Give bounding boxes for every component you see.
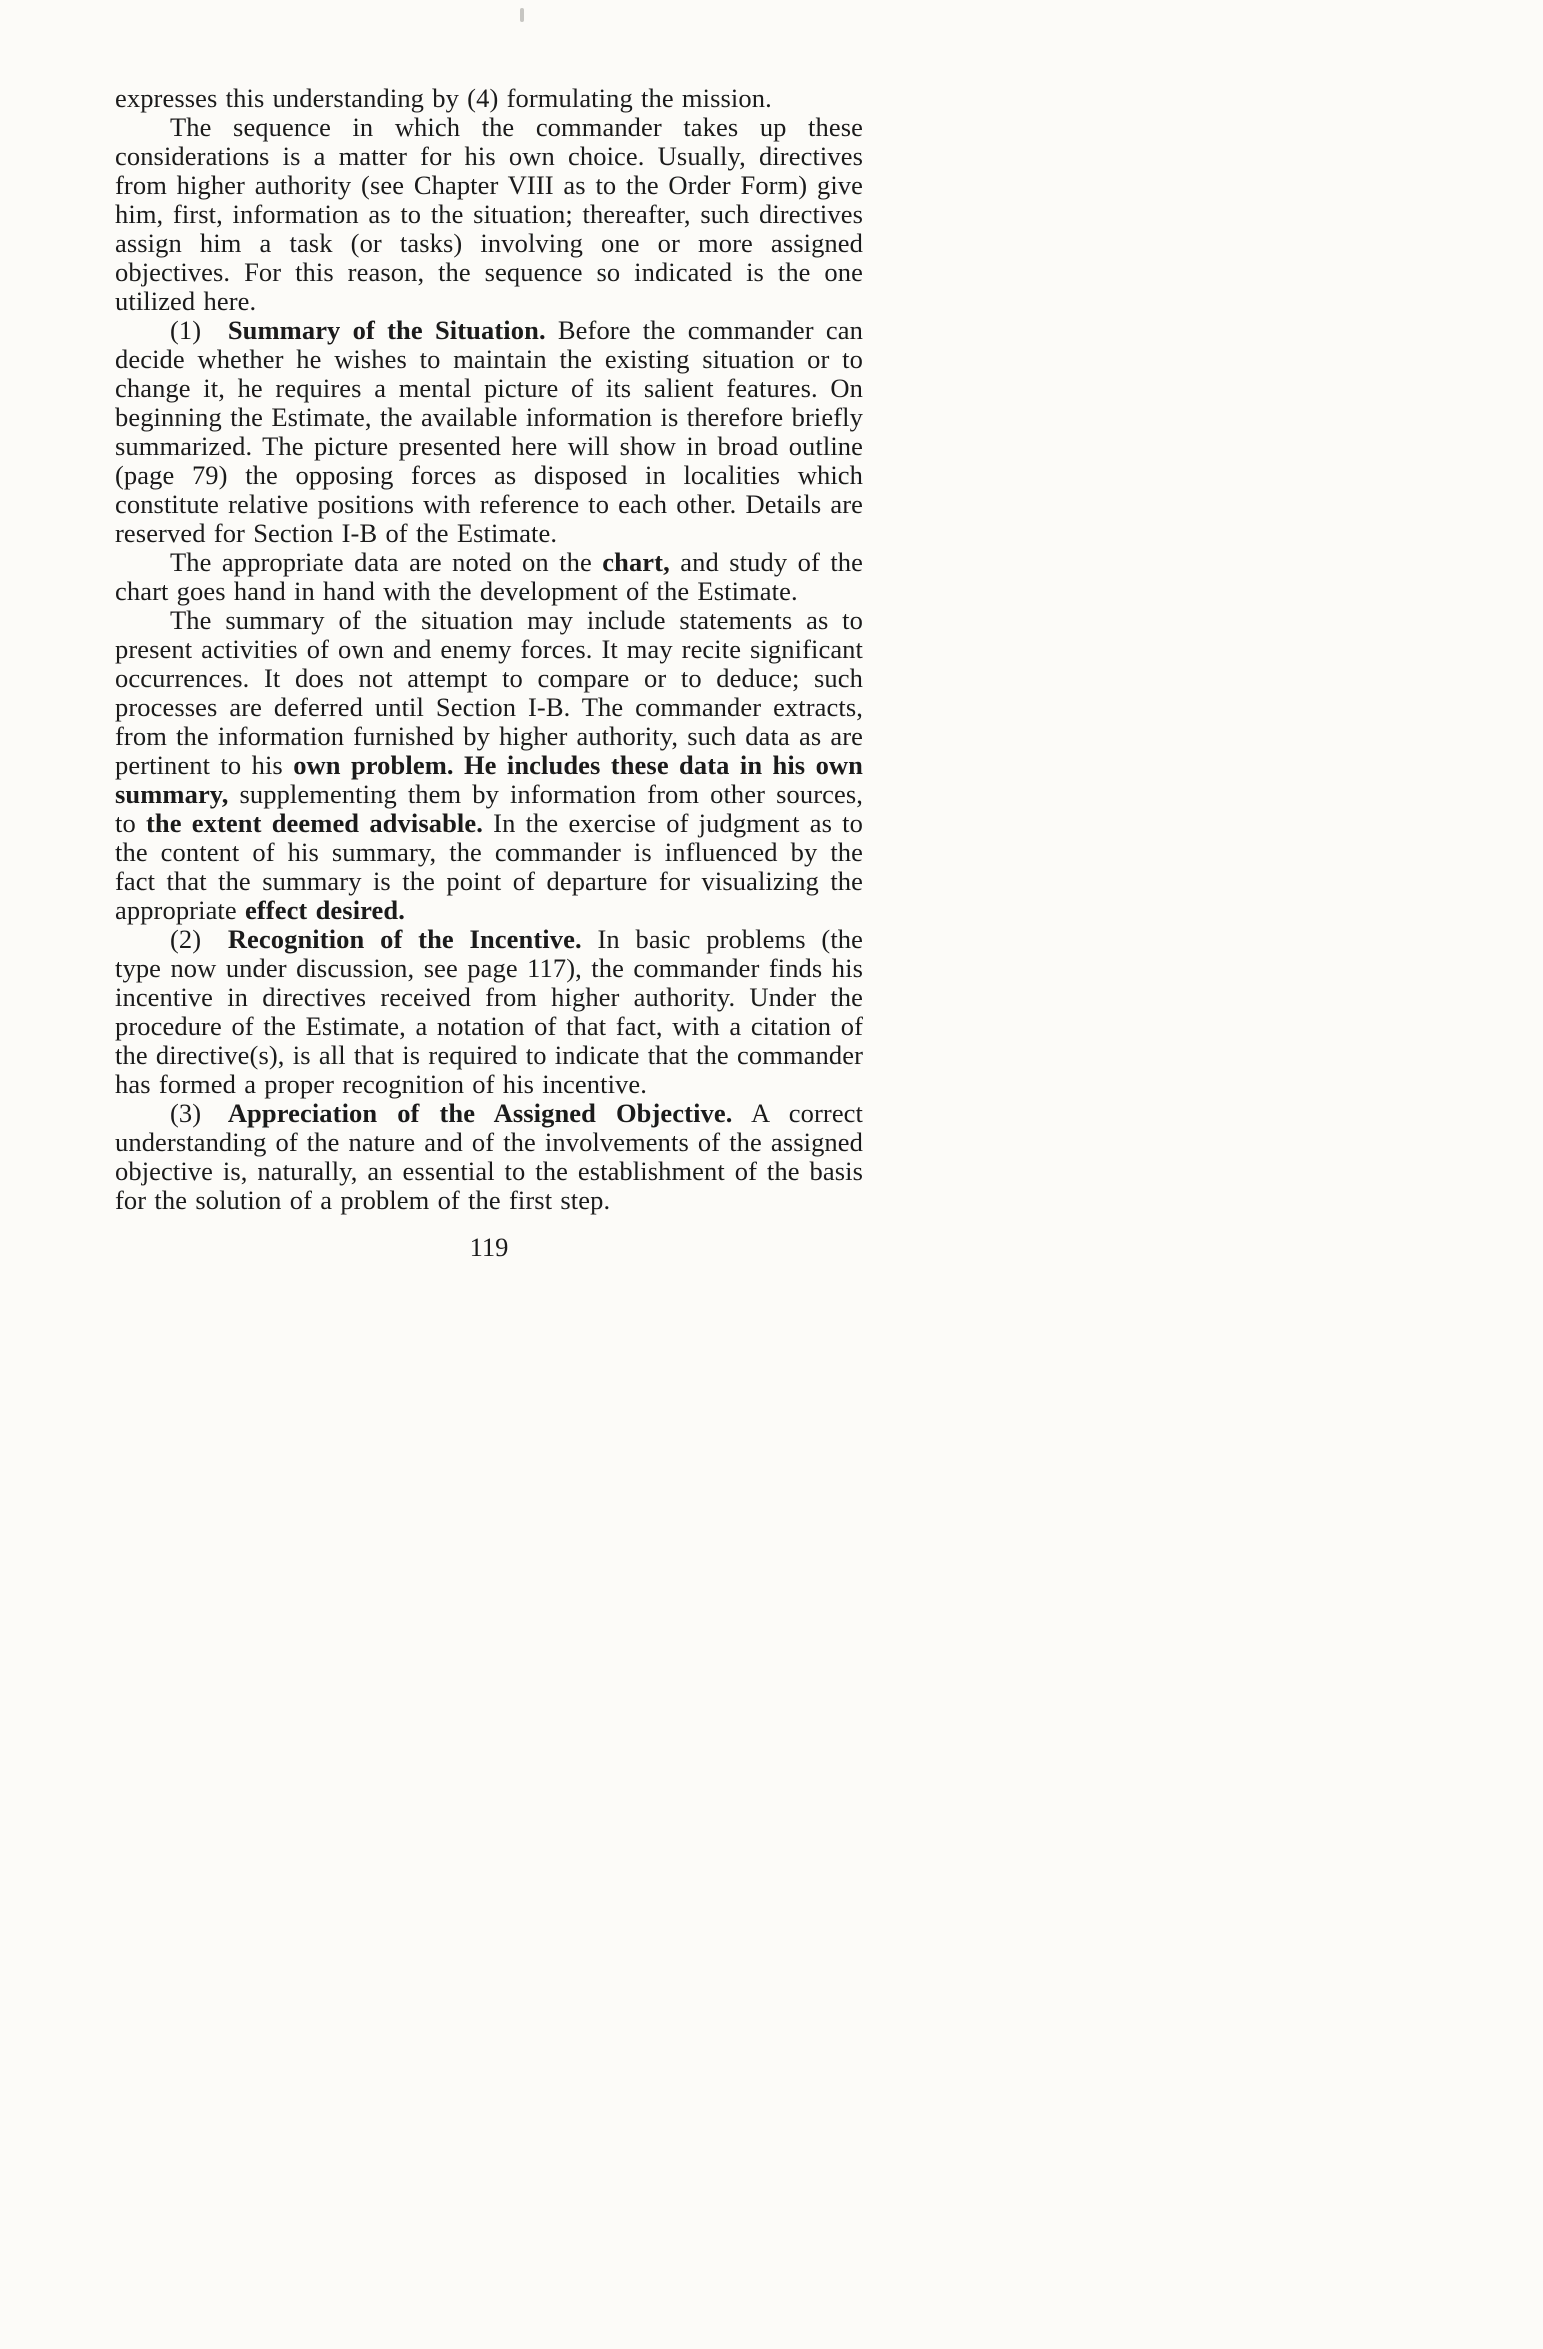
para-chart bbox=[115, 548, 863, 606]
text-run: A correct understanding of the nature and of the involvements of the assigned objective is, naturally, an essential to the establishment of the basis for the solution of a problem of the first step. bbox=[115, 1098, 864, 1215]
page-number: 119 bbox=[469, 1232, 509, 1262]
text-run: (3) bbox=[170, 1098, 228, 1128]
bold-text-run: the extent deemed advisable. bbox=[145, 808, 483, 838]
para-appreciation-of-objective bbox=[115, 1099, 863, 1215]
text-run: In basic problems (the type now under discussion, see page 117), the commander finds his incentive in directives received from higher authority. Under the procedure of the Estimate, a notation of that fact, with a citation of the directive(s), is all that is required to indicate that the commander has formed a proper recognition of his incentive. bbox=[115, 924, 863, 1099]
bold-text-run: Appreciation of the Assigned Objective. bbox=[227, 1098, 733, 1128]
text-run: The summary of the situation may include statements as to present activities of own and enemy forces. It may recite significant occurrences. It does not attempt to compare or to deduce; such processes are deferred until Section I-B. The commander extracts, from the information furnished by higher authority, such data as are pertinent to his bbox=[115, 605, 863, 780]
para-summary-of-situation bbox=[115, 316, 863, 548]
text-run: The appropriate data are noted on the bbox=[170, 547, 603, 577]
text-run: In the exercise of judgment as to the content of his summary, the commander is influenced by the fact that the summary is the point of departure for visualizing the appropriate bbox=[115, 808, 863, 925]
text-run: The sequence in which the commander takes up these considerations is a matter for his own choice. Usually, directives from higher authority (see Chapter VIII as to the Order Form) give him, first, information as to the situation; thereafter, such directives assign him a task (or tasks) involving one or more assigned objectives. For this reason, the sequence so indicated is the one utilized here. bbox=[115, 112, 863, 316]
para-sequence bbox=[115, 113, 863, 316]
text-run: supplementing them by information from other sources, to bbox=[115, 779, 863, 838]
text-run: and study of the chart goes hand in hand with the development of the Estimate. bbox=[115, 547, 863, 606]
para-continuation bbox=[115, 84, 863, 113]
text-run: (1) bbox=[170, 315, 228, 345]
text-run: (2) bbox=[170, 924, 228, 954]
bold-text-run: own problem. He includes these data in his own summary, bbox=[115, 750, 863, 809]
para-summary-statements bbox=[115, 606, 863, 925]
text-run: Before the commander can decide whether he wishes to maintain the existing situation or to change it, he requires a mental picture of its salient features. On beginning the Estimate, the available information is therefore briefly summarized. The picture presented here will show in broad outline (page 79) the opposing forces as disposed in localities which constitute relative positions with reference to each other. Details are reserved for Section I-B of the Estimate. bbox=[115, 315, 863, 548]
bold-text-run: Summary of the Situation. bbox=[227, 315, 546, 345]
bold-text-run: chart, bbox=[602, 547, 670, 577]
bold-text-run: effect desired. bbox=[245, 895, 405, 925]
scan-artifact bbox=[520, 8, 524, 22]
text-run: expresses this understanding by (4) formulating the mission. bbox=[115, 83, 772, 113]
bold-text-run: Recognition of the Incentive. bbox=[227, 924, 582, 954]
para-recognition-of-incentive bbox=[115, 925, 863, 1099]
text-block bbox=[115, 84, 863, 1262]
